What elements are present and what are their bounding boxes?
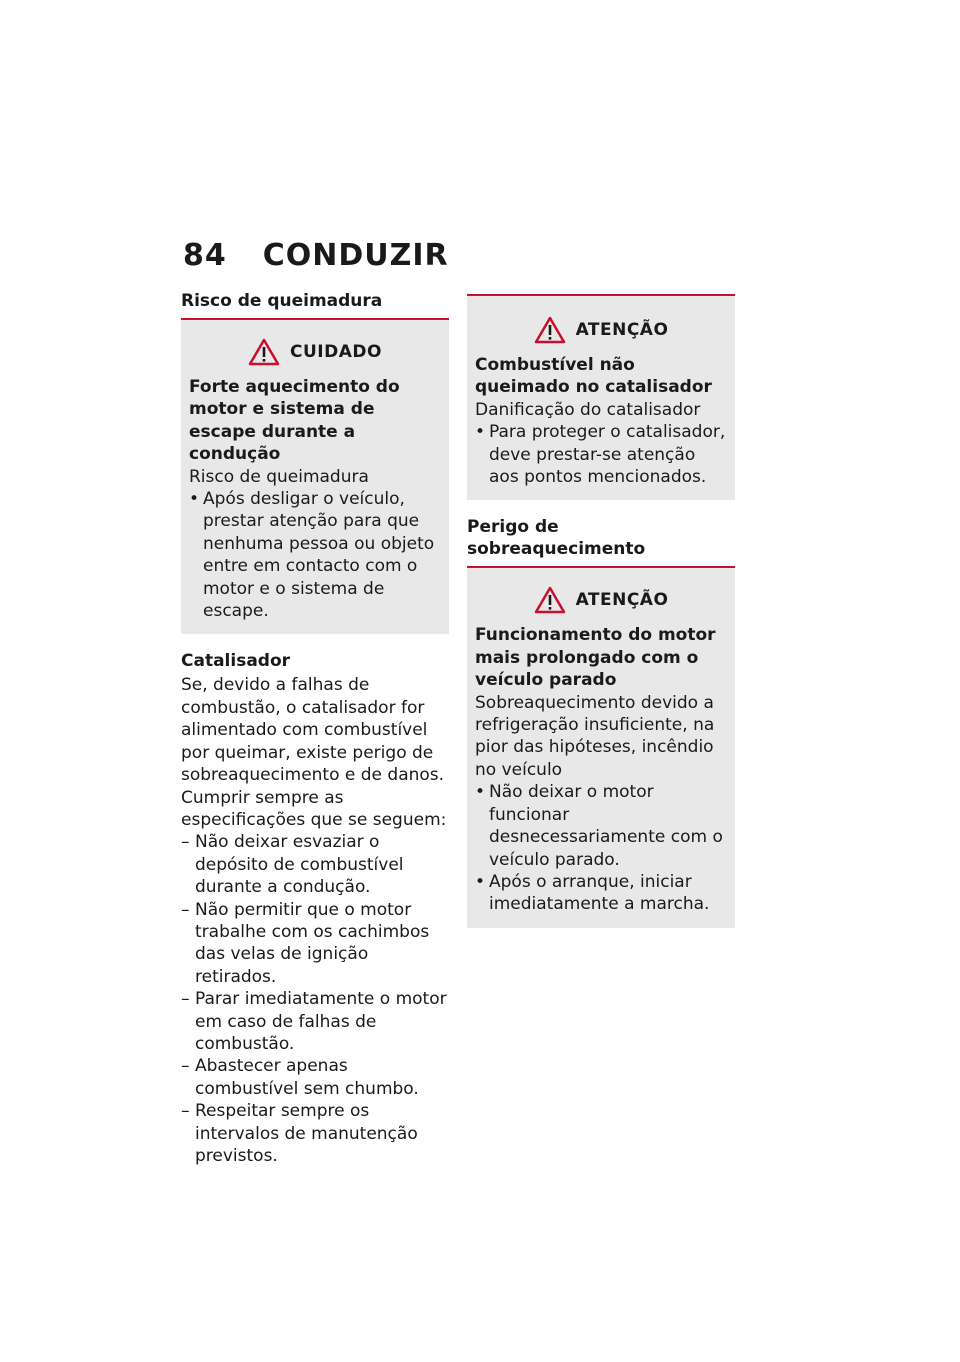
right-column (467, 294, 735, 944)
attention-box-overheating (467, 568, 735, 927)
warning-triangle-icon (534, 316, 566, 344)
page-number: 84 (183, 238, 227, 273)
warning-triangle-icon (248, 338, 280, 366)
section-title-burn-risk: Risco de queimadura (181, 290, 449, 320)
attention-label: ATENÇÃO (575, 319, 669, 340)
section-title-overheating: Perigo de sobreaquecimento (467, 516, 735, 568)
list-item: • Após desligar o veículo, prestar atenção para que nenhuma pessoa ou objeto entre em contacto com o motor e o sistema de escape. (189, 488, 441, 622)
caution-title: Forte aquecimento do motor e sistema de escape durante a condução (189, 377, 400, 465)
list-item: – Não permitir que o motor trabalhe com os cachimbos das velas de ignição retirados. (181, 899, 449, 989)
list-item: • Não deixar o motor funcionar desnecessariamente com o veículo parado. (475, 781, 727, 871)
caution-label: CUIDADO (290, 341, 382, 362)
attention-bullets (475, 421, 727, 488)
attention-bullets (475, 781, 727, 915)
list-item: • Para proteger o catalisador, deve prestar-se atenção aos pontos mencionados. (475, 421, 727, 488)
caution-box (181, 320, 449, 634)
list-item: – Abastecer apenas combustível sem chumbo. (181, 1055, 449, 1100)
list-item: • Após o arranque, iniciar imediatamente a marcha. (475, 871, 727, 916)
caution-header (189, 336, 441, 368)
attention-subtitle: Sobreaquecimento devido a refrigeração insuficiente, na pior das hipóteses, incêndio no veículo (475, 692, 715, 780)
left-column (181, 290, 449, 1167)
page-header (183, 238, 449, 273)
attention-title: Combustível não queimado no catalisador (475, 355, 712, 398)
list-item: – Não deixar esvaziar o depósito de combustível durante a condução. (181, 831, 449, 898)
attention-title: Funcionamento do motor mais prolongado com o veículo parado (475, 625, 716, 691)
list-item: – Parar imediatamente o motor em caso de falhas de combustão. (181, 988, 449, 1055)
attention-header (475, 584, 727, 616)
attention-box-catalyst (467, 294, 735, 500)
attention-header (475, 314, 727, 346)
caution-subtitle: Risco de queimadura (189, 466, 369, 487)
list-item: – Respeitar sempre os intervalos de manutenção previstos. (181, 1100, 449, 1167)
catalyst-dash-list (181, 831, 449, 1167)
chapter-title: CONDUZIR (262, 238, 449, 273)
attention-label: ATENÇÃO (575, 590, 669, 611)
caution-bullets (189, 488, 441, 622)
attention-subtitle: Danificação do catalisador (475, 399, 701, 420)
catalyst-paragraph: Se, devido a falhas de combustão, o catalisador for alimentado com combustível por queimar, existe perigo de sobreaquecimento e de danos. Cumprir sempre as especificações que se seguem: (181, 675, 447, 830)
catalyst-title: Catalisador (181, 651, 291, 672)
warning-triangle-icon (534, 586, 566, 614)
